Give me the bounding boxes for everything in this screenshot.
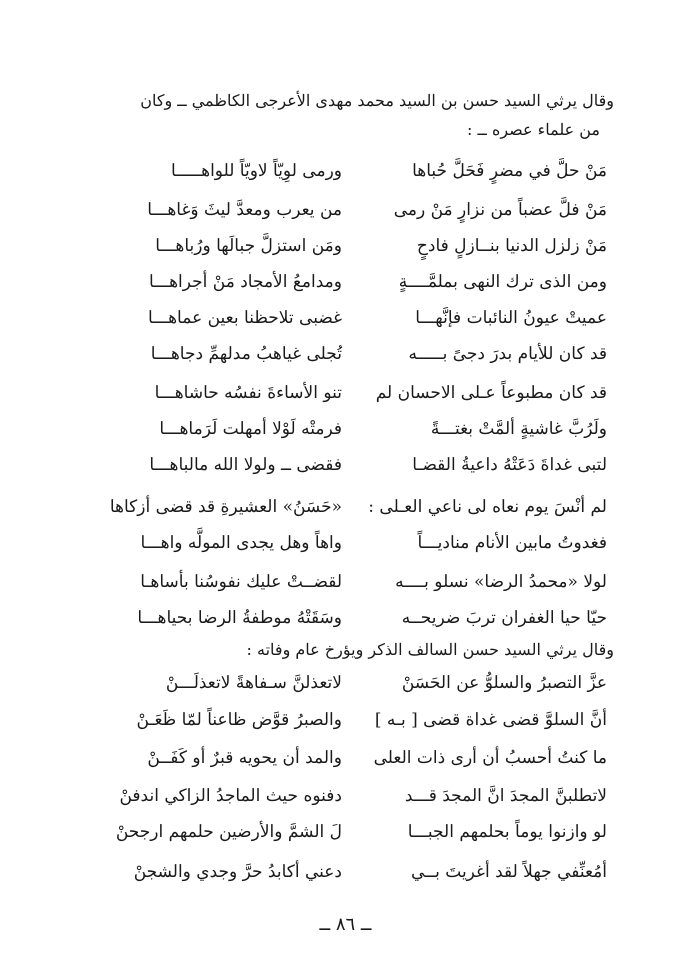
poem1-verse-6-second-hemistich: تُجلى غياهبُ مدلهمِّ دجاهـــا [150, 344, 342, 364]
poem1-verse-3-second-hemistich: ومَن استزلَّ جبالَها ورُباهـــا [155, 236, 342, 256]
poem1-verse-5-second-hemistich: غضبى تلاحظنا بعين عماهـــا [147, 308, 342, 328]
poem2-verse-1-first-hemistich: عزَّ التصبرُ والسلوُّ عن الحَسَنْ [401, 673, 607, 693]
poem1-verse-11-first-hemistich: فغدوتُ مابين الأنام مناديـــاً [417, 533, 607, 553]
poem1-verse-9-second-hemistich: فقضى ــ ولولا الله مالباهـــا [149, 455, 342, 475]
poem1-verse-8-second-hemistich: فرمتْه لَوْلا أمهلت لَرَماهـــا [159, 419, 342, 439]
poem2-verse-2-second-hemistich: والصبرُ قوَّض ظاعناً لمّا ظَعَـنْ [136, 710, 342, 730]
poem2-verse-1-second-hemistich: لاتعذلنَّ سـفاهةً لاتعذلَـــنْ [165, 673, 342, 693]
poem1-verse-7-first-hemistich: قد كان مطبوعاً عـلى الاحسان لم [375, 383, 607, 403]
poem2-verse-5-first-hemistich: لو وازنوا يوماً بحلمهم الجبـــا [407, 822, 607, 842]
poem1-verse-7-second-hemistich: تنو الأساءةَ نفسُه حاشاهـــا [154, 383, 342, 403]
poem1-verse-5-first-hemistich: عميتْ عيونُ النائبات فإنَّهـــا [415, 308, 607, 328]
poem1-verse-10-second-hemistich: «حَسَنُ» العشيرةِ قد قضى أزكاها [109, 497, 342, 517]
poem1-verse-1-second-hemistich: ورمى لوِيّاً لاويّاً للواهـــــا [171, 161, 342, 181]
poem2-verse-4-second-hemistich: دفنوه حيث الماجدُ الزاكي اندفنْ [119, 786, 342, 806]
poem2-verse-2-first-hemistich: أنَّ السلوَّ قضى غداة قضى [ بـه ] [374, 710, 607, 730]
poem1-heading-line2: من علماء عصره ــ : [467, 120, 600, 139]
poem1-verse-13-first-hemistich: حيّا حيا الغفران تربَ ضريحــه [401, 608, 607, 628]
poem2-verse-3-second-hemistich: والمد أن يحويه قبرٌ أو كَفَــنْ [147, 748, 342, 768]
poem1-verse-3-first-hemistich: مَنْ زلزل الدنيا بنــازلٍ فادحٍ [416, 236, 607, 256]
poem1-verse-8-first-hemistich: ولَرُبَّ غاشيةٍ ألمَّتْ بغتـــةً [430, 419, 607, 439]
poem1-verse-10-first-hemistich: لم أنْسَ يوم نعاه لى ناعي العـلى : [368, 497, 607, 517]
poem2-verse-6-second-hemistich: دعني أكابدُ حرَّ وجدي والشجنْ [133, 862, 342, 882]
poem2-verse-4-first-hemistich: لاتطلبنَّ المجدَ انَّ المجدَ قـــد [404, 786, 607, 806]
poem2-verse-6-first-hemistich: أمُعنِّفي جهلاً لقد أغريتَ بــي [410, 862, 607, 882]
poem2-verse-5-second-hemistich: لَ الشمَّ والأرضين حلمهم ارجحنْ [115, 822, 342, 842]
poem1-verse-11-second-hemistich: واهاً وهل يجدى المولَّه واهـــا [140, 533, 342, 553]
poem1-verse-2-second-hemistich: من يعرب ومعدَّ ليثَ وَغاهـــا [147, 200, 342, 220]
poem1-verse-2-first-hemistich: مَنْ فلَّ عضباً من نزارٍ مَنْ رمى [393, 200, 607, 220]
poem1-verse-12-second-hemistich: لقضــتْ عليك نفوسُنا بأساهـا [140, 572, 342, 592]
poem1-verse-12-first-hemistich: لولا «محمدُ الرضا» نسلو بــــه [395, 572, 607, 592]
poem2-verse-3-first-hemistich: ما كنتُ أحسبُ أن أرى ذات العلى [373, 748, 607, 768]
page-number: ــ ٨٦ ــ [319, 914, 372, 935]
poem1-verse-1-first-hemistich: مَنْ حلَّ في مضرٍ فَحَلَّ حُباها [412, 161, 607, 181]
poem1-heading-line1: وقال يرثي السيد حسن بن السيد محمد مهدى الأعرجى الكاظمي ــ وكان [140, 91, 614, 110]
poem2-heading: وقال يرثي السيد حسن السالف الذكر ويؤرخ عام وفاته : [246, 640, 614, 659]
poem1-verse-13-second-hemistich: وسَقَتْهُ موطفةُ الرضا بحياهـــا [137, 608, 342, 628]
poem1-verse-4-second-hemistich: ومدامعُ الأمجاد مَنْ أجراهـــا [148, 272, 342, 292]
poem1-verse-4-first-hemistich: ومن الذى ترك النهى بملمَّــــةٍ [398, 272, 607, 292]
poem1-verse-9-first-hemistich: لتبى غداةَ دَعَتْهُ داعيةُ القضـا [412, 455, 607, 475]
poem1-verse-6-first-hemistich: قد كان للأيام بدرَ دجىً بـــــه [408, 344, 607, 364]
